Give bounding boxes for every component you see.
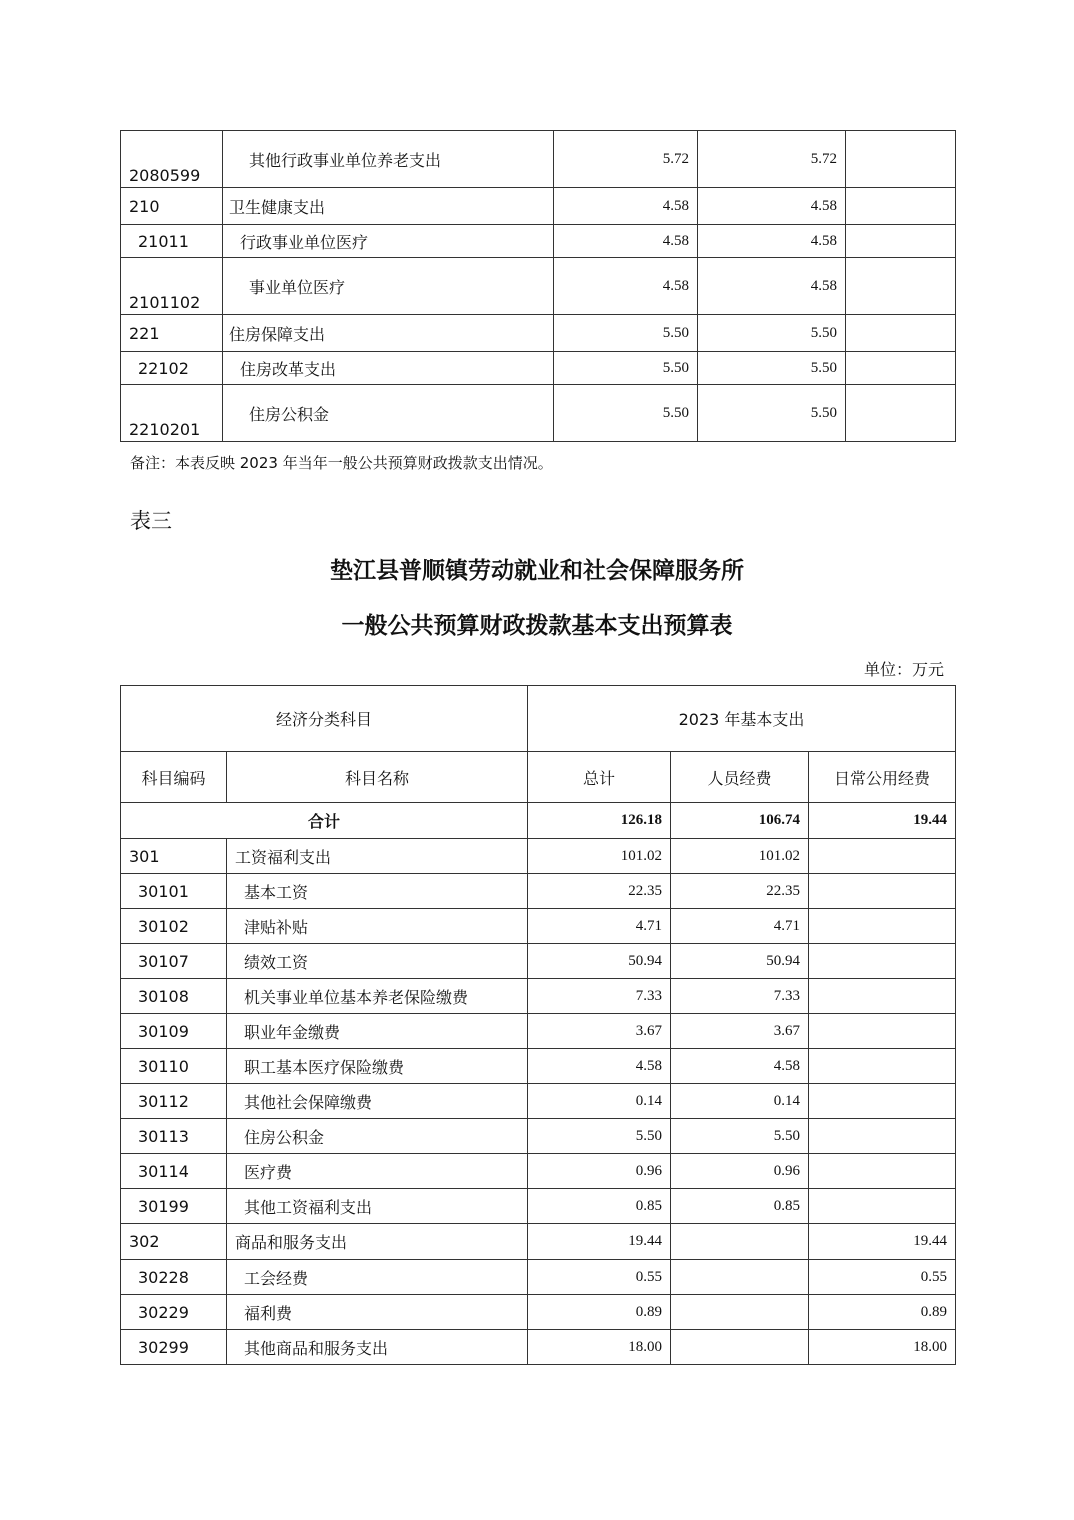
header-code: 科目编码 xyxy=(121,752,227,803)
row-name: 卫生健康支出 xyxy=(223,188,554,225)
row-total: 0.89 xyxy=(528,1295,671,1330)
table-row xyxy=(121,1049,956,1084)
table-row xyxy=(121,1330,956,1365)
table-row xyxy=(121,188,956,225)
row-value-3 xyxy=(846,385,956,442)
row-name: 住房保障支出 xyxy=(223,315,554,352)
row-code: 302 xyxy=(121,1224,227,1260)
table-two-continued xyxy=(120,130,956,442)
row-personnel: 0.96 xyxy=(671,1154,809,1189)
row-code: 30107 xyxy=(121,944,227,979)
row-value-3 xyxy=(846,131,956,188)
basic-expenditure-table xyxy=(120,685,956,1365)
row-name: 基本工资 xyxy=(227,874,528,909)
row-public xyxy=(809,1084,956,1119)
table-row xyxy=(121,131,956,188)
row-code: 21011 xyxy=(121,225,223,258)
row-total: 7.33 xyxy=(528,979,671,1014)
row-total: 0.55 xyxy=(528,1260,671,1295)
row-name: 行政事业单位医疗 xyxy=(223,225,554,258)
row-name: 工会经费 xyxy=(227,1260,528,1295)
header-columns-row xyxy=(121,752,956,803)
row-public xyxy=(809,979,956,1014)
row-value-2: 5.50 xyxy=(698,315,846,352)
row-name: 职工基本医疗保险缴费 xyxy=(227,1049,528,1084)
row-code: 30110 xyxy=(121,1049,227,1084)
row-value-1: 4.58 xyxy=(554,225,698,258)
table-row xyxy=(121,225,956,258)
row-code: 30299 xyxy=(121,1330,227,1365)
row-value-3 xyxy=(846,188,956,225)
row-code: 30102 xyxy=(121,909,227,944)
table-row xyxy=(121,979,956,1014)
row-personnel: 0.14 xyxy=(671,1084,809,1119)
row-value-2: 5.50 xyxy=(698,352,846,385)
row-total: 0.85 xyxy=(528,1189,671,1224)
header-total: 总计 xyxy=(528,752,671,803)
table-row xyxy=(121,315,956,352)
header-personnel: 人员经费 xyxy=(671,752,809,803)
row-total: 4.71 xyxy=(528,909,671,944)
row-value-3 xyxy=(846,258,956,315)
table-row xyxy=(121,1154,956,1189)
row-name: 其他行政事业单位养老支出 xyxy=(223,131,554,188)
row-public: 18.00 xyxy=(809,1330,956,1365)
row-value-1: 5.72 xyxy=(554,131,698,188)
table-row xyxy=(121,258,956,315)
row-personnel xyxy=(671,1224,809,1260)
table-row xyxy=(121,1084,956,1119)
row-personnel xyxy=(671,1260,809,1295)
table-row xyxy=(121,944,956,979)
row-public xyxy=(809,944,956,979)
table-row xyxy=(121,1224,956,1260)
row-code: 30114 xyxy=(121,1154,227,1189)
table-row xyxy=(121,1189,956,1224)
row-personnel: 3.67 xyxy=(671,1014,809,1049)
unit-label: 单位：万元 xyxy=(863,660,944,679)
row-total: 50.94 xyxy=(528,944,671,979)
row-name: 津贴补贴 xyxy=(227,909,528,944)
row-name: 职业年金缴费 xyxy=(227,1014,528,1049)
total-total: 126.18 xyxy=(528,803,671,839)
row-public xyxy=(809,909,956,944)
table-row xyxy=(121,909,956,944)
row-public xyxy=(809,839,956,874)
row-total: 3.67 xyxy=(528,1014,671,1049)
table-row xyxy=(121,1260,956,1295)
row-code: 221 xyxy=(121,315,223,352)
row-name: 绩效工资 xyxy=(227,944,528,979)
row-personnel: 50.94 xyxy=(671,944,809,979)
row-code: 30113 xyxy=(121,1119,227,1154)
title-line-1: 垫江县普顺镇劳动就业和社会保障服务所 xyxy=(330,558,744,584)
row-public xyxy=(809,1189,956,1224)
row-value-3 xyxy=(846,352,956,385)
header-name: 科目名称 xyxy=(227,752,528,803)
row-personnel: 101.02 xyxy=(671,839,809,874)
row-public: 0.89 xyxy=(809,1295,956,1330)
row-personnel: 22.35 xyxy=(671,874,809,909)
row-name: 机关事业单位基本养老保险缴费 xyxy=(227,979,528,1014)
row-personnel xyxy=(671,1330,809,1365)
row-total: 0.14 xyxy=(528,1084,671,1119)
table-row xyxy=(121,874,956,909)
header-economic-classification: 经济分类科目 xyxy=(121,686,528,752)
row-public: 0.55 xyxy=(809,1260,956,1295)
row-total: 0.96 xyxy=(528,1154,671,1189)
row-public xyxy=(809,1049,956,1084)
row-personnel xyxy=(671,1295,809,1330)
row-code: 301 xyxy=(121,839,227,874)
row-name: 商品和服务支出 xyxy=(227,1224,528,1260)
header-basic-expenditure: 2023 年基本支出 xyxy=(528,686,956,752)
row-personnel: 5.50 xyxy=(671,1119,809,1154)
row-total: 19.44 xyxy=(528,1224,671,1260)
row-code: 2210201 xyxy=(121,385,223,442)
total-public: 19.44 xyxy=(809,803,956,839)
row-value-3 xyxy=(846,315,956,352)
header-group-row xyxy=(121,686,956,752)
row-code: 30229 xyxy=(121,1295,227,1330)
row-total: 4.58 xyxy=(528,1049,671,1084)
table-row xyxy=(121,839,956,874)
row-total: 18.00 xyxy=(528,1330,671,1365)
row-code: 30199 xyxy=(121,1189,227,1224)
row-name: 医疗费 xyxy=(227,1154,528,1189)
table-row xyxy=(121,1119,956,1154)
row-personnel: 0.85 xyxy=(671,1189,809,1224)
row-name: 住房公积金 xyxy=(227,1119,528,1154)
total-row xyxy=(121,803,956,839)
row-total: 5.50 xyxy=(528,1119,671,1154)
row-value-1: 5.50 xyxy=(554,315,698,352)
row-code: 2101102 xyxy=(121,258,223,315)
row-name: 其他商品和服务支出 xyxy=(227,1330,528,1365)
row-value-2: 4.58 xyxy=(698,188,846,225)
title-line-2: 一般公共预算财政拨款基本支出预算表 xyxy=(341,613,733,639)
row-value-1: 4.58 xyxy=(554,258,698,315)
row-code: 30101 xyxy=(121,874,227,909)
row-code: 30112 xyxy=(121,1084,227,1119)
row-name: 事业单位医疗 xyxy=(223,258,554,315)
row-public xyxy=(809,1119,956,1154)
table-row xyxy=(121,352,956,385)
row-name: 住房公积金 xyxy=(223,385,554,442)
row-value-2: 5.50 xyxy=(698,385,846,442)
row-value-2: 4.58 xyxy=(698,225,846,258)
table-note: 备注：本表反映 2023 年当年一般公共预算财政拨款支出情况。 xyxy=(130,454,553,472)
row-code: 2080599 xyxy=(121,131,223,188)
table-row xyxy=(121,1295,956,1330)
row-value-3 xyxy=(846,225,956,258)
row-name: 其他社会保障缴费 xyxy=(227,1084,528,1119)
row-value-2: 5.72 xyxy=(698,131,846,188)
row-name: 其他工资福利支出 xyxy=(227,1189,528,1224)
row-code: 30108 xyxy=(121,979,227,1014)
total-label: 合计 xyxy=(121,803,528,839)
row-value-1: 5.50 xyxy=(554,352,698,385)
row-total: 101.02 xyxy=(528,839,671,874)
row-name: 工资福利支出 xyxy=(227,839,528,874)
row-code: 30228 xyxy=(121,1260,227,1295)
row-personnel: 4.71 xyxy=(671,909,809,944)
row-personnel: 4.58 xyxy=(671,1049,809,1084)
row-value-1: 4.58 xyxy=(554,188,698,225)
row-total: 22.35 xyxy=(528,874,671,909)
row-public xyxy=(809,874,956,909)
row-value-2: 4.58 xyxy=(698,258,846,315)
header-public: 日常公用经费 xyxy=(809,752,956,803)
row-name: 福利费 xyxy=(227,1295,528,1330)
table-label: 表三 xyxy=(130,509,172,533)
row-code: 22102 xyxy=(121,352,223,385)
row-value-1: 5.50 xyxy=(554,385,698,442)
row-code: 30109 xyxy=(121,1014,227,1049)
total-personnel: 106.74 xyxy=(671,803,809,839)
row-personnel: 7.33 xyxy=(671,979,809,1014)
row-code: 210 xyxy=(121,188,223,225)
row-public xyxy=(809,1154,956,1189)
row-public: 19.44 xyxy=(809,1224,956,1260)
table-row xyxy=(121,1014,956,1049)
row-public xyxy=(809,1014,956,1049)
table-row xyxy=(121,385,956,442)
row-name: 住房改革支出 xyxy=(223,352,554,385)
